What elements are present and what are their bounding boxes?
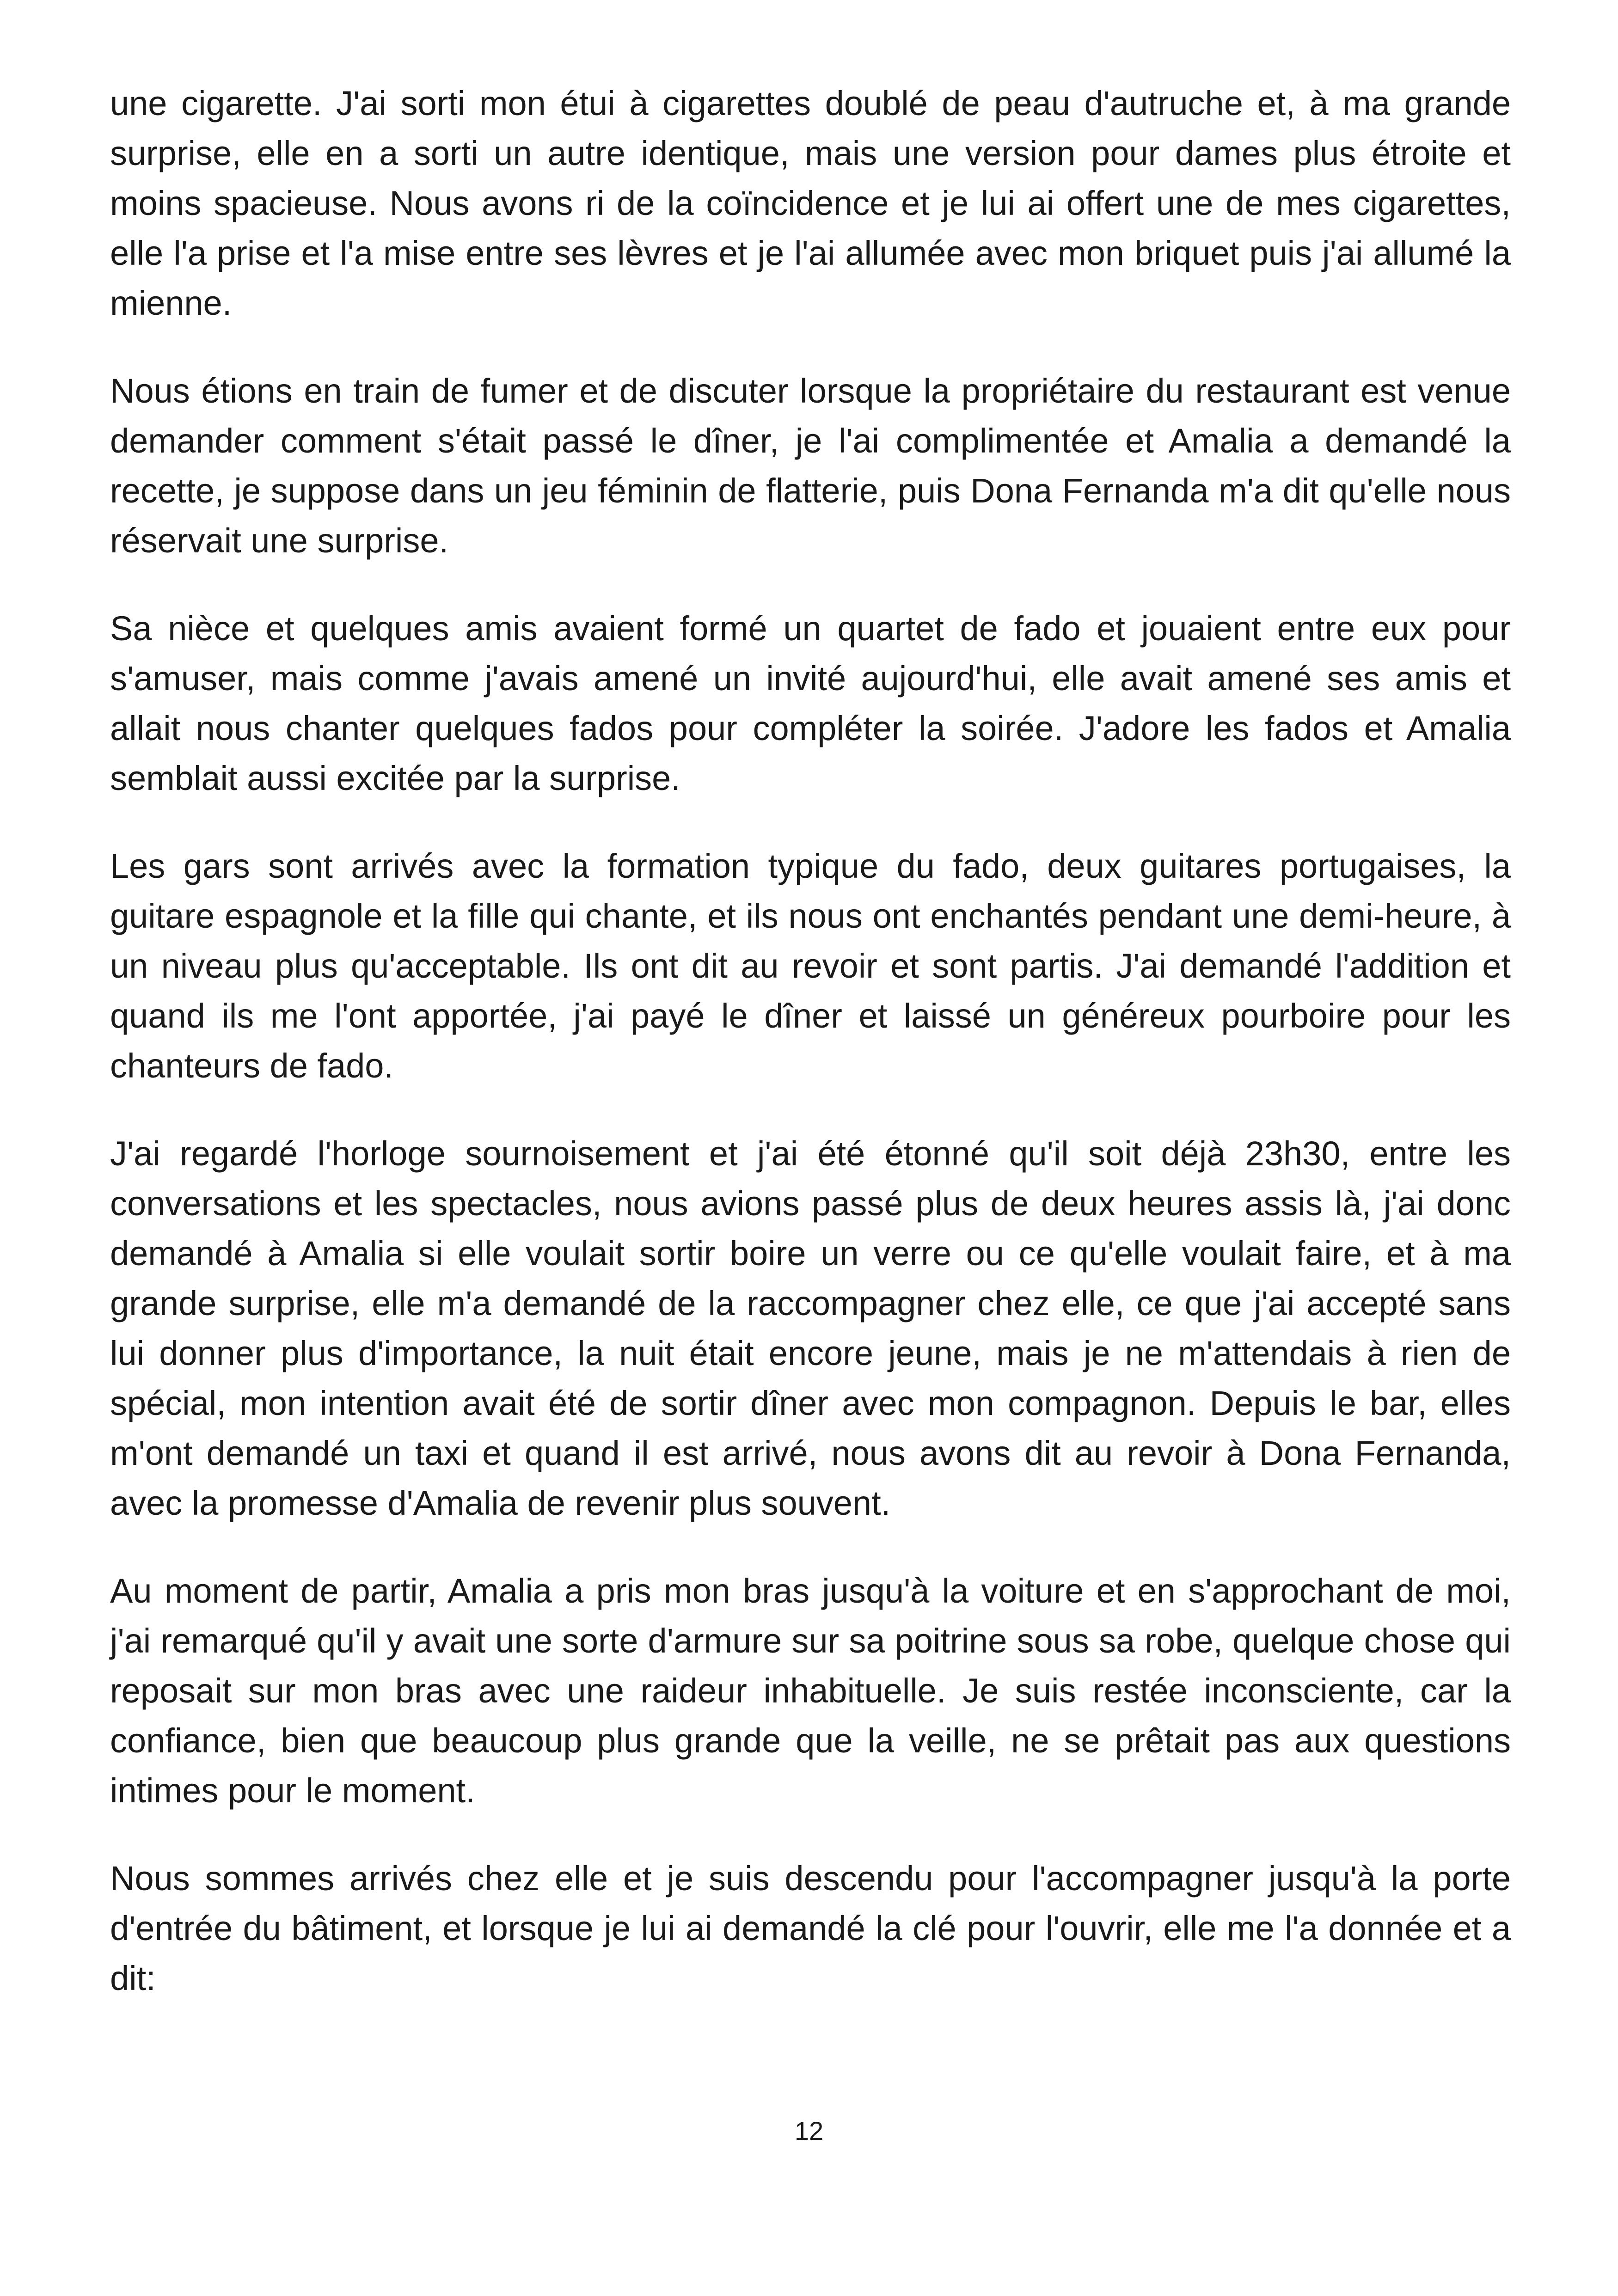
body-text (110, 79, 1511, 2041)
paragraph-7: Nous sommes arrivés chez elle et je suis descendu pour l'accompagner jusqu'à la porte d'entrée du bâtiment, et lorsque je lui ai demandé la clé pour l'ouvrir, elle me l'a donnée et a dit: (110, 1859, 1511, 1997)
paragraph-1: une cigarette. J'ai sorti mon étui à cigarettes doublé de peau d'autruche et, à ma grande surprise, elle en a sorti un autre identique, mais une version pour dames plus étroite et moins spacieuse. Nous avons ri de la coïncidence et je lui ai offert une de mes cigarettes, elle l'a prise et l'a mise entre ses lèvres et je l'ai allumée avec mon briquet puis j'ai allumé la mienne. (110, 84, 1511, 322)
paragraph-2: Nous étions en train de fumer et de discuter lorsque la propriétaire du restaurant est venue demander comment s'était passé le dîner, je l'ai complimentée et Amalia a demandé la recette, je suppose dans un jeu féminin de flatterie, puis Dona Fernanda m'a dit qu'elle nous réservait une surprise. (110, 372, 1511, 560)
page-number: 12 (794, 2116, 824, 2145)
paragraph-6: Au moment de partir, Amalia a pris mon bras jusqu'à la voiture et en s'approchant de moi, j'ai remarqué qu'il y avait une sorte d'armure sur sa poitrine sous sa robe, quelque chose qui reposait sur mon bras avec une raideur inhabituelle. Je suis restée inconsciente, car la confiance, bien que beaucoup plus grande que la veille, ne se prêtait pas aux questions intimes pour le moment. (110, 1572, 1511, 1810)
paragraph-3: Sa nièce et quelques amis avaient formé un quartet de fado et jouaient entre eux pour s'amuser, mais comme j'avais amené un invité aujourd'hui, elle avait amené ses amis et allait nous chanter quelques fados pour compléter la soirée. J'adore les fados et Amalia semblait aussi excitée par la surprise. (110, 609, 1511, 797)
paragraph-4: Les gars sont arrivés avec la formation typique du fado, deux guitares portugaises, la guitare espagnole et la fille qui chante, et ils nous ont enchantés pendant une demi-heure, à un niveau plus qu'acceptable. Ils ont dit au revoir et sont partis. J'ai demandé l'addition et quand ils me l'ont apportée, j'ai payé le dîner et laissé un généreux pourboire pour les chanteurs de fado. (110, 847, 1511, 1085)
paragraph-5: J'ai regardé l'horloge sournoisement et j'ai été étonné qu'il soit déjà 23h30, entre les conversations et les spectacles, nous avions passé plus de deux heures assis là, j'ai donc demandé à Amalia si elle voulait sortir boire un verre ou ce qu'elle voulait faire, et à ma grande surprise, elle m'a demandé de la raccompagner chez elle, ce que j'ai accepté sans lui donner plus d'importance, la nuit était encore jeune, mais je ne m'attendais à rien de spécial, mon intention avait été de sortir dîner avec mon compagnon. Depuis le bar, elles m'ont demandé un taxi et quand il est arrivé, nous avons dit au revoir à Dona Fernanda, avec la promesse d'Amalia de revenir plus souvent. (110, 1134, 1511, 1522)
